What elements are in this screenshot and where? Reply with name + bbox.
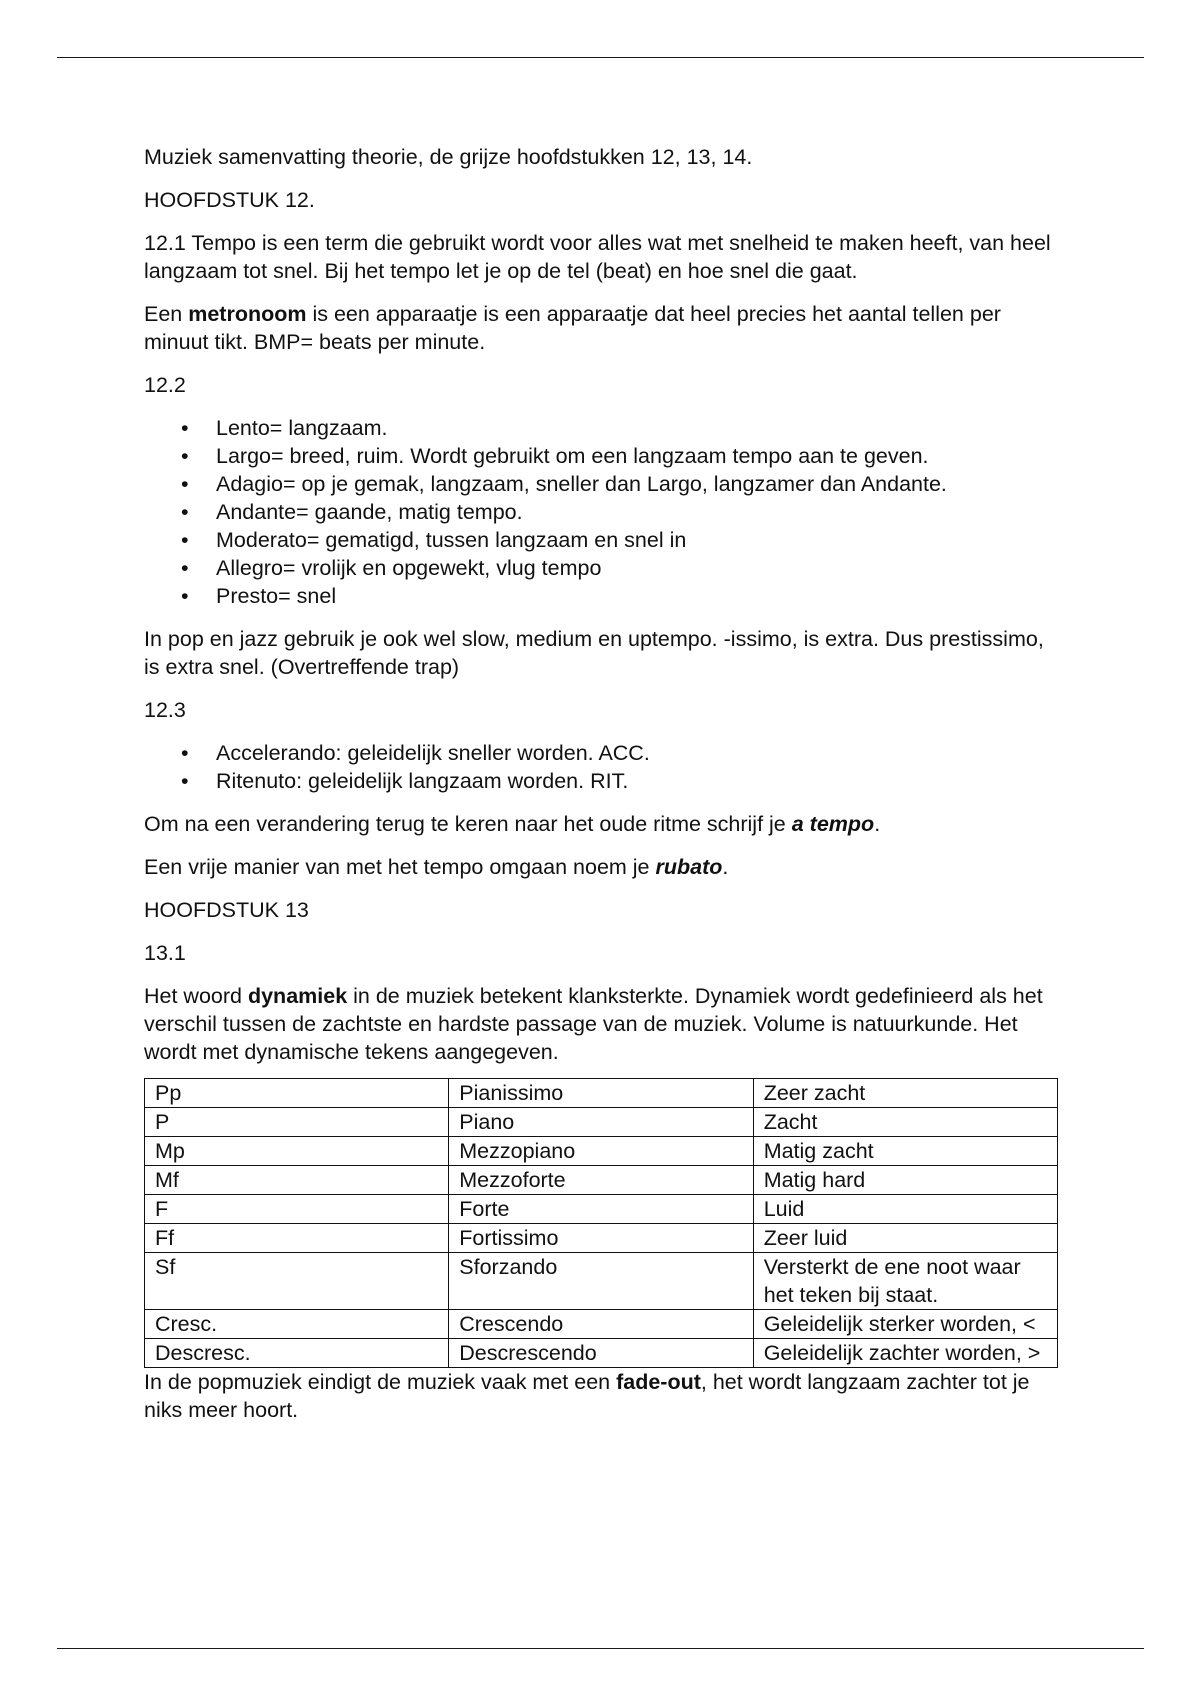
dynamiek-post: in de muziek betekent klanksterkte. Dynamiek wordt gedefinieerd als het verschil tussen de zachtste en hardste passage van de muziek. Volume is natuurkunde. Het wordt met dynamische tekens aangegeven. xyxy=(144,984,1043,1064)
list-item: • Presto= snel xyxy=(216,582,1064,610)
metronoom-pre: Een xyxy=(144,302,189,326)
dynamic-name: Crescendo xyxy=(449,1310,753,1339)
dynamiek-term: dynamiek xyxy=(247,984,348,1008)
dynamic-name: Descrescendo xyxy=(449,1339,753,1368)
dynamic-name: Piano xyxy=(449,1108,753,1137)
chapter-13-heading: HOOFDSTUK 13 xyxy=(144,898,309,922)
dynamic-meaning: Versterkt de ene noot waar het teken bij staat. xyxy=(753,1253,1057,1310)
metronoom-paragraph xyxy=(144,300,1064,356)
list-item: • Accelerando: geleidelijk sneller worden. ACC. xyxy=(216,739,1064,767)
dynamic-meaning: Geleidelijk sterker worden, < xyxy=(753,1310,1057,1339)
dynamic-meaning: Zeer luid xyxy=(753,1224,1057,1253)
dynamic-meaning: Zacht xyxy=(753,1108,1057,1137)
dynamic-meaning: Luid xyxy=(753,1195,1057,1224)
dynamic-sign: Ff xyxy=(145,1224,449,1253)
dynamic-sign: F xyxy=(145,1195,449,1224)
section-13-1-label: 13.1 xyxy=(144,941,186,965)
table-row xyxy=(145,1166,1058,1195)
dynamic-meaning: Matig zacht xyxy=(753,1137,1057,1166)
a-tempo-pre: Om na een verandering terug te keren naar het oude ritme schrijf je xyxy=(144,812,792,836)
table-row xyxy=(145,1310,1058,1339)
a-tempo-post: . xyxy=(874,812,881,836)
rubato-pre: Een vrije manier van met het tempo omgaan noem je xyxy=(144,855,656,879)
list-item: • Moderato= gematigd, tussen langzaam en snel in xyxy=(216,526,1064,554)
fade-out-pre: In de popmuziek eindigt de muziek vaak met een xyxy=(144,1370,617,1394)
footer-rule xyxy=(57,1648,1144,1649)
table-row xyxy=(145,1339,1058,1368)
list-item: • Allegro= vrolijk en opgewekt, vlug tempo xyxy=(216,554,1064,582)
document-body xyxy=(144,143,1064,1439)
dynamic-sign: Sf xyxy=(145,1253,449,1310)
rubato-post: . xyxy=(722,855,729,879)
dynamic-name: Forte xyxy=(449,1195,753,1224)
dynamic-sign: Descresc. xyxy=(145,1339,449,1368)
pop-jazz-paragraph: In pop en jazz gebruik je ook wel slow, medium en uptempo. -issimo, is extra. Dus prestissimo, is extra snel. (Overtreffende trap) xyxy=(144,627,1044,679)
list-item: • Adagio= op je gemak, langzaam, sneller dan Largo, langzamer dan Andante. xyxy=(216,470,1064,498)
tempo-terms-list xyxy=(144,414,1064,610)
document-title: Muziek samenvatting theorie, de grijze hoofdstukken 12, 13, 14. xyxy=(144,145,753,169)
a-tempo-paragraph xyxy=(144,810,1064,838)
fade-out-post: , het wordt langzaam zachter tot je niks meer hoort. xyxy=(144,1370,1030,1422)
dynamic-sign: Cresc. xyxy=(145,1310,449,1339)
chapter-12-heading: HOOFDSTUK 12. xyxy=(144,188,315,212)
a-tempo-term: a tempo xyxy=(791,812,875,836)
table-row xyxy=(145,1137,1058,1166)
dynamic-sign: Pp xyxy=(145,1079,449,1108)
dynamiek-pre: Het woord xyxy=(144,984,248,1008)
header-rule xyxy=(57,57,1144,58)
dynamic-sign: Mf xyxy=(145,1166,449,1195)
metronoom-post: is een apparaatje is een apparaatje dat heel precies het aantal tellen per minuut tikt. BMP= beats per minute. xyxy=(144,302,1001,354)
list-item: • Largo= breed, ruim. Wordt gebruikt om een langzaam tempo aan te geven. xyxy=(216,442,1064,470)
list-item: • Ritenuto: geleidelijk langzaam worden. RIT. xyxy=(216,767,1064,795)
dynamic-meaning: Geleidelijk zachter worden, > xyxy=(753,1339,1057,1368)
table-row xyxy=(145,1195,1058,1224)
dynamic-name: Pianissimo xyxy=(449,1079,753,1108)
list-item: • Lento= langzaam. xyxy=(216,414,1064,442)
table-row xyxy=(145,1253,1058,1310)
table-row xyxy=(145,1108,1058,1137)
dynamic-meaning: Zeer zacht xyxy=(753,1079,1057,1108)
metronoom-term: metronoom xyxy=(188,302,307,326)
dynamic-meaning: Matig hard xyxy=(753,1166,1057,1195)
table-row xyxy=(145,1079,1058,1108)
dynamic-sign: Mp xyxy=(145,1137,449,1166)
rubato-paragraph xyxy=(144,853,1064,881)
dynamic-sign: P xyxy=(145,1108,449,1137)
dynamic-name: Sforzando xyxy=(449,1253,753,1310)
dynamic-name: Mezzoforte xyxy=(449,1166,753,1195)
section-12-2-label: 12.2 xyxy=(144,373,186,397)
fade-out-paragraph xyxy=(144,1368,1064,1424)
rubato-term: rubato xyxy=(655,855,723,879)
fade-out-term: fade-out xyxy=(616,1370,701,1394)
dynamics-table xyxy=(144,1078,1058,1368)
tempo-changes-list xyxy=(144,739,1064,795)
dynamiek-paragraph xyxy=(144,982,1064,1066)
section-12-3-label: 12.3 xyxy=(144,698,186,722)
dynamic-name: Fortissimo xyxy=(449,1224,753,1253)
dynamic-name: Mezzopiano xyxy=(449,1137,753,1166)
list-item: • Andante= gaande, matig tempo. xyxy=(216,498,1064,526)
table-row xyxy=(145,1224,1058,1253)
section-12-1-text: 12.1 Tempo is een term die gebruikt wordt voor alles wat met snelheid te maken heeft, van heel langzaam tot snel. Bij het tempo let je op de tel (beat) en hoe snel die gaat. xyxy=(144,231,1051,283)
